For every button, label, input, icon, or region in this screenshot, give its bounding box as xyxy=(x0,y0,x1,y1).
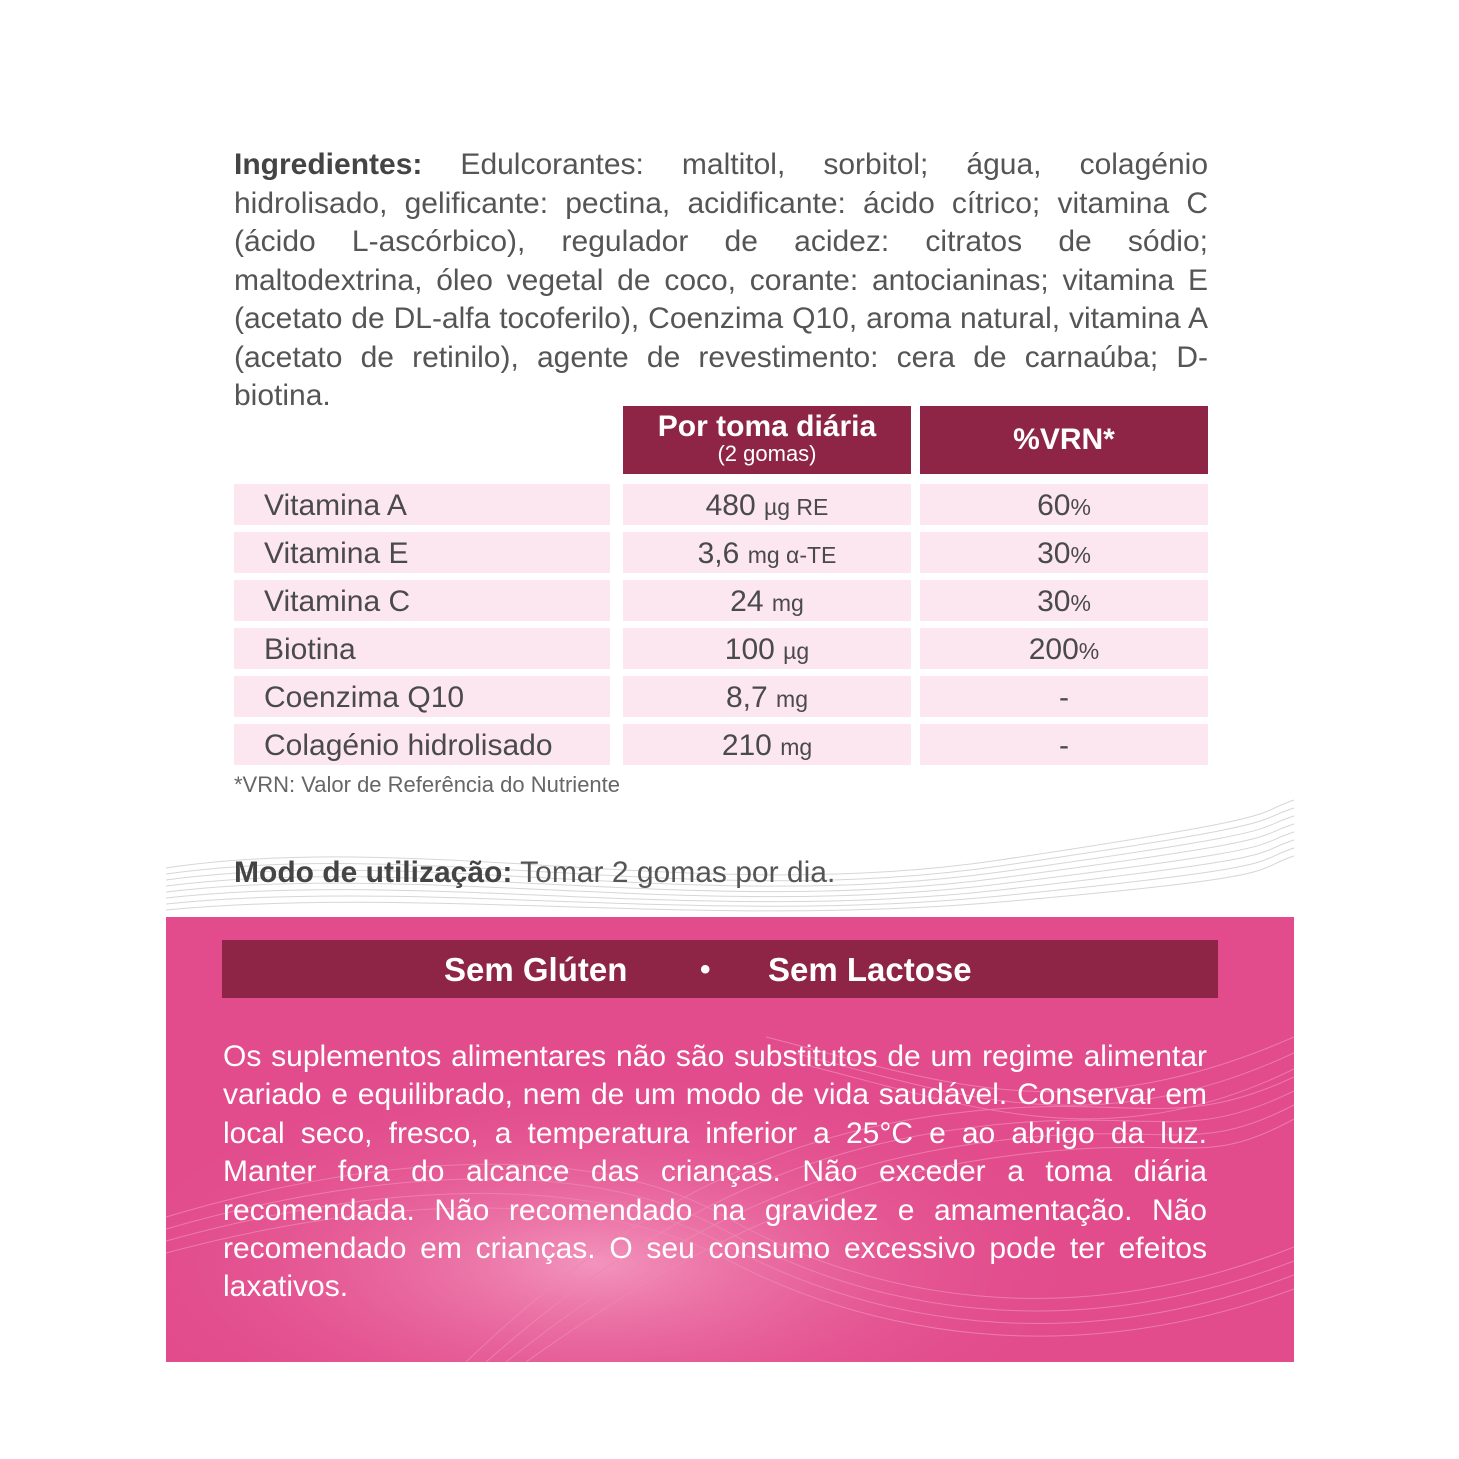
usage-text: Tomar 2 gomas por dia. xyxy=(512,856,836,889)
gluten-free-label: Sem Glúten xyxy=(444,951,628,988)
vrn-unit: % xyxy=(1070,494,1091,520)
amount-unit: µg RE xyxy=(764,494,829,520)
amount-unit: mg xyxy=(771,590,804,616)
vrn-value: - xyxy=(1059,681,1069,714)
vrn-footnote: *VRN: Valor de Referência do Nutriente xyxy=(234,772,621,797)
usage-instructions xyxy=(234,856,835,890)
amount-value: 8,7 xyxy=(725,681,768,714)
header-amount-subtitle: (2 gomas) xyxy=(717,441,817,466)
vrn-unit: % xyxy=(1078,638,1100,664)
header-vrn-title: %VRN* xyxy=(1013,423,1115,456)
allergen-banner xyxy=(222,940,1218,998)
usage-label: Modo de utilização: xyxy=(234,856,513,889)
nutrient-name: Biotina xyxy=(234,628,610,669)
vrn-value: - xyxy=(1059,729,1069,762)
amount-value: 24 xyxy=(730,585,764,618)
vrn-unit: % xyxy=(1070,542,1091,568)
ingredients-label: Ingredientes: xyxy=(234,148,423,181)
amount-unit: mg α-TE xyxy=(747,542,837,568)
warnings-paragraph: Os suplementos alimentares não são substitutos de um regime alimentar variado e equilibrado, nem de um modo de vida saudável. Conservar em local seco, fresco, a temperatura inferior a 25°C e ao abrigo da luz. Manter fora do alcance das crianças. Não exceder a toma diária recomendada. Não recomendado na gravidez e amamentação. Não recomendado em crianças. O seu consumo excessivo pode ter efeitos laxativos. xyxy=(223,1040,1207,1304)
nutrient-name: Coenzima Q10 xyxy=(234,676,610,717)
nutrient-name: Vitamina A xyxy=(234,484,610,525)
vrn-value: 60 xyxy=(1037,489,1071,522)
header-amount-title: Por toma diária xyxy=(657,410,877,443)
nutrient-name: Vitamina C xyxy=(234,580,610,621)
nutrient-name: Colagénio hidrolisado xyxy=(234,724,610,765)
amount-value: 100 xyxy=(724,633,775,666)
amount-value: 480 xyxy=(705,489,756,522)
amount-unit: mg xyxy=(776,686,808,712)
vrn-value: 30 xyxy=(1037,585,1071,618)
ingredients-text: Edulcorantes: maltitol, sorbitol; água, colagénio hidrolisado, gelificante: pectina, acidificante: ácido cítrico; vitamina C (ácido L-ascórbico), regulador de acidez: citratos de sódio; maltodextrina, óleo vegetal de coco, corante: antocianinas; vitamina E (acetato de DL-alfa tocoferilo), Coenzima Q10, aroma natural, vitamina A (acetato de retinilo), agente de revestimento: cera de carnaúba; D-biotina. xyxy=(234,148,1208,412)
amount-unit: mg xyxy=(780,734,813,760)
amount-value: 210 xyxy=(721,729,772,762)
vrn-value: 30 xyxy=(1037,537,1071,570)
amount-unit: µg xyxy=(783,638,810,664)
vrn-unit: % xyxy=(1070,590,1091,616)
amount-value: 3,6 xyxy=(697,537,740,570)
vrn-value: 200 xyxy=(1028,633,1079,666)
nutrient-name: Vitamina E xyxy=(234,532,610,573)
lactose-free-label: Sem Lactose xyxy=(768,951,972,988)
bullet-separator: • xyxy=(700,953,711,986)
